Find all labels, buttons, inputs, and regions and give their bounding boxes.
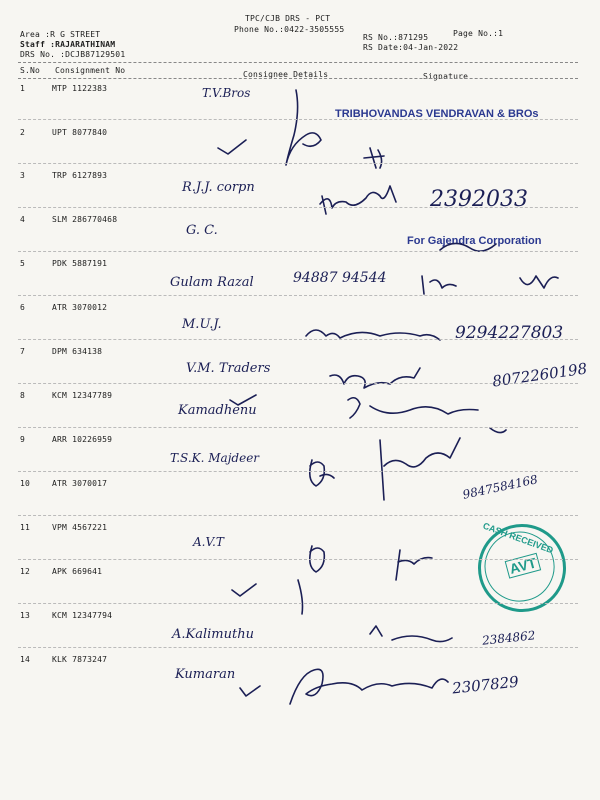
- row-consignment: KCM 12347794: [52, 611, 113, 620]
- handwritten-phone: 9847584168: [461, 472, 539, 502]
- row-consignment: ARR 10226959: [52, 435, 113, 444]
- row-consignee: Gulam Razal: [170, 275, 254, 290]
- avt-text: AVT: [505, 553, 542, 579]
- area-label: Area :R G STREET: [20, 30, 101, 39]
- signature-row9a: [310, 460, 334, 486]
- col-signature: Signature: [423, 72, 469, 81]
- col-consignee-details: Consignee Details: [243, 70, 329, 79]
- signature-row1: [286, 90, 321, 165]
- row-consignment: KLK 7873247: [52, 655, 108, 664]
- row-consignee: R.J.J. corpn: [182, 180, 255, 195]
- row-sno: 6: [20, 303, 26, 312]
- handwritten-phone: 94887 94544: [293, 270, 387, 286]
- signature-row13: [370, 626, 452, 642]
- signature-row2: [364, 148, 384, 168]
- row-sno: 1: [20, 84, 26, 93]
- tribhovandas-stamp: TRIBHOVANDAS VENDRAVAN & BROs: [335, 108, 539, 120]
- drs-number: DRS No. :DCJB87129501: [20, 50, 126, 59]
- row-sno: 8: [20, 391, 26, 400]
- handwritten-phone: 9294227803: [455, 323, 564, 343]
- row-divider: [18, 647, 578, 648]
- signature-row11b: [396, 550, 432, 580]
- document-title: TPC/CJB DRS - PCT: [245, 14, 331, 23]
- row-consignment: VPM 4567221: [52, 523, 108, 532]
- handwritten-phone: 2384862: [481, 628, 537, 648]
- row-consignment: KCM 12347789: [52, 391, 113, 400]
- row-consignee: M.U.J.: [182, 317, 222, 332]
- col-sno: S.No: [20, 66, 41, 75]
- row-sno: 7: [20, 347, 26, 356]
- row-divider: [18, 559, 578, 560]
- row-consignment: APK 669641: [52, 567, 103, 576]
- rs-date: RS Date:04-Jan-2022: [363, 43, 459, 52]
- col-consignment: Consignment No: [55, 66, 126, 75]
- tick-row7: [230, 395, 256, 405]
- row-sno: 5: [20, 259, 26, 268]
- row-sno: 9: [20, 435, 26, 444]
- row-sno: 10: [20, 479, 31, 488]
- tick-row14: [240, 686, 260, 696]
- row-sno: 14: [20, 655, 31, 664]
- row-consignment: DPM 634138: [52, 347, 103, 356]
- row-divider: [18, 515, 578, 516]
- row-sno: 11: [20, 523, 31, 532]
- signature-row8: [348, 398, 478, 418]
- row-sno: 4: [20, 215, 26, 224]
- signature-row14: [290, 669, 448, 704]
- staff-label: Staff :RAJARATHINAM: [20, 40, 116, 49]
- row-sno: 12: [20, 567, 31, 576]
- row-divider: [18, 471, 578, 472]
- row-divider: [18, 383, 578, 384]
- row-divider: [18, 119, 578, 120]
- row-sno: 2: [20, 128, 26, 137]
- row-consignee: Kumaran: [175, 667, 236, 682]
- row-sno: 3: [20, 171, 26, 180]
- row-consignment: ATR 3070012: [52, 303, 108, 312]
- row-consignment: MTP 1122383: [52, 84, 108, 93]
- row-consignee: T.S.K. Majdeer: [170, 451, 260, 465]
- handwritten-phone: 2392033: [430, 187, 528, 212]
- row-divider: [18, 251, 578, 252]
- cash-received-text: CASH RECEIVED: [481, 520, 555, 556]
- row-consignment: PDK 5887191: [52, 259, 108, 268]
- row-consignment: TRP 6127893: [52, 171, 108, 180]
- row-consignee: Kamadhenu: [178, 403, 257, 418]
- handwritten-phone: 2307829: [451, 672, 520, 698]
- page-number: Page No.:1: [453, 29, 504, 38]
- row-divider: [18, 295, 578, 296]
- row-divider: [18, 207, 578, 208]
- row-consignee: A.Kalimuthu: [172, 627, 254, 642]
- row-divider: [18, 427, 578, 428]
- handwritten-phone: 8072260198: [491, 359, 589, 391]
- signature-row3: [320, 186, 396, 214]
- tick-row12: [232, 584, 256, 596]
- row-consignee: G. C.: [186, 223, 218, 238]
- gajendra-stamp: For Gajendra Corporation: [407, 235, 542, 247]
- signature-row9b: [380, 428, 506, 500]
- tick-row2: [218, 140, 246, 154]
- row-divider: [18, 603, 578, 604]
- row-consignee: V.M. Traders: [186, 361, 271, 376]
- row-consignment: UPT 8077840: [52, 128, 108, 137]
- phone-number: Phone No.:0422-3505555: [234, 25, 345, 34]
- row-consignee: A.V.T: [193, 535, 224, 549]
- row-consignee: T.V.Bros: [202, 86, 251, 100]
- rs-number: RS No.:871295: [363, 33, 429, 42]
- row-consignment: ATR 3070017: [52, 479, 108, 488]
- row-divider: [18, 339, 578, 340]
- row-divider: [18, 163, 578, 164]
- signature-row12: [298, 580, 303, 614]
- row-consignment: SLM 286770468: [52, 215, 118, 224]
- signature-row5: [422, 276, 558, 294]
- signature-row7: [330, 368, 420, 388]
- row-sno: 13: [20, 611, 31, 620]
